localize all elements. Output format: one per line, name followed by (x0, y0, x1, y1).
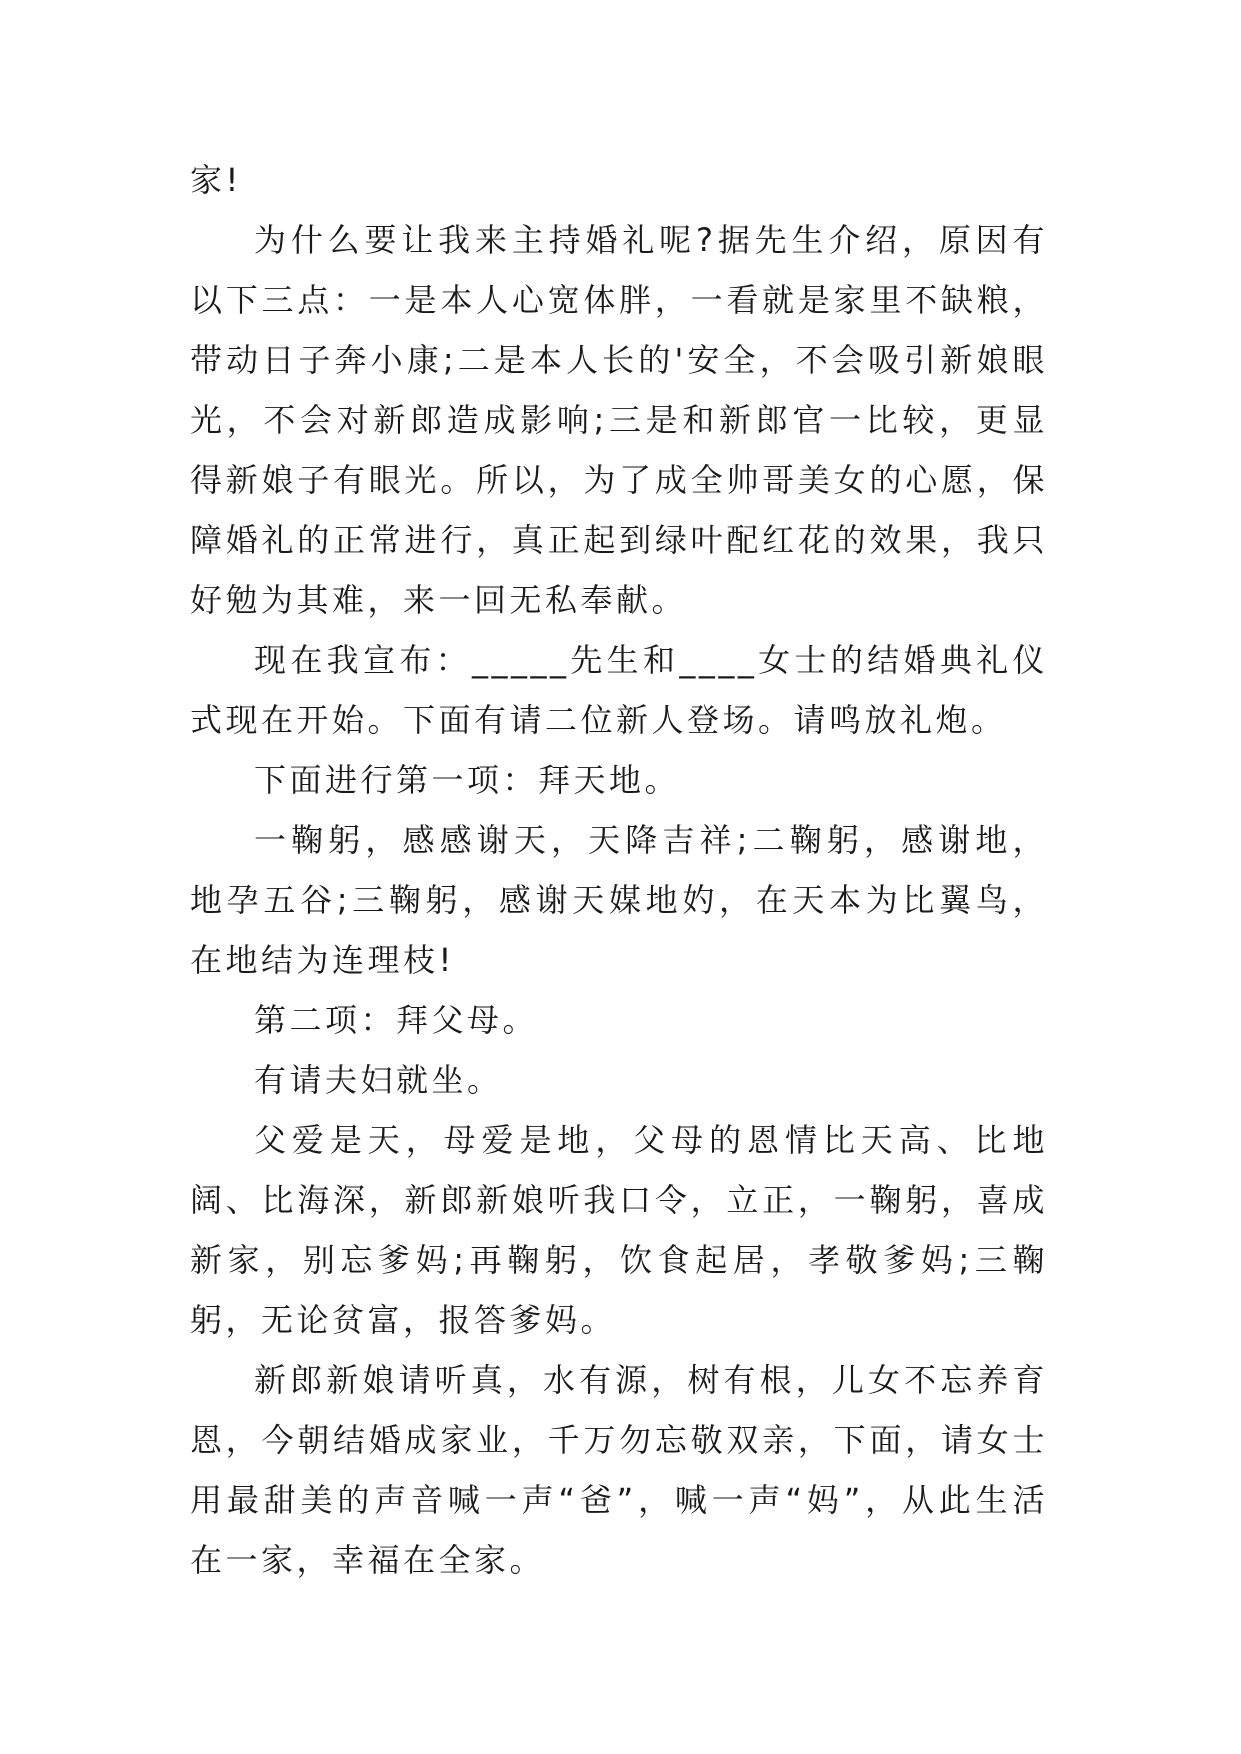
paragraph: 现在我宣布：_____先生和____女士的结婚典礼仪式现在开始。下面有请二位新人登场。请鸣放礼炮。 (190, 641, 1048, 739)
paragraph: 新郎新娘请听真，水有源，树有根，儿女不忘养育恩，今朝结婚成家业，千万勿忘敬双亲，下面，请女士用最甜美的声音喊一声“爸”，喊一声“妈”，从此生活在一家，幸福在全家。 (190, 1361, 1048, 1579)
paragraph: 第二项：拜父母。 (254, 1001, 539, 1039)
paragraph: 为什么要让我来主持婚礼呢?据先生介绍，原因有以下三点：一是本人心宽体胖，一看就是家里不缺粮，带动日子奔小康;二是本人长的'安全，不会吸引新娘眼光，不会对新郎造成影响;三是和新郎官一比较，更显得新娘子有眼光。所以，为了成全帅哥美女的心愿，保障婚礼的正常进行，真正起到绿叶配红花的效果，我只好勉为其难，来一回无私奉献。 (190, 221, 1048, 619)
paragraph: 下面进行第一项：拜天地。 (254, 761, 681, 799)
paragraph: 父爱是天，母爱是地，父母的恩情比天高、比地阔、比海深，新郎新娘听我口令，立正，一鞠躬，喜成新家，别忘爹妈;再鞠躬，饮食起居，孝敬爹妈;三鞠躬，无论贫富，报答爹妈。 (190, 1121, 1048, 1339)
paragraph: 有请夫妇就坐。 (254, 1061, 503, 1099)
paragraph: 一鞠躬，感感谢天，天降吉祥;二鞠躬，感谢地，地孕五谷;三鞠躬，感谢天媒地妁，在天本为比翼鸟，在地结为连理枝! (190, 821, 1048, 979)
document-body (190, 150, 1048, 1590)
paragraph: 家! (190, 161, 242, 199)
